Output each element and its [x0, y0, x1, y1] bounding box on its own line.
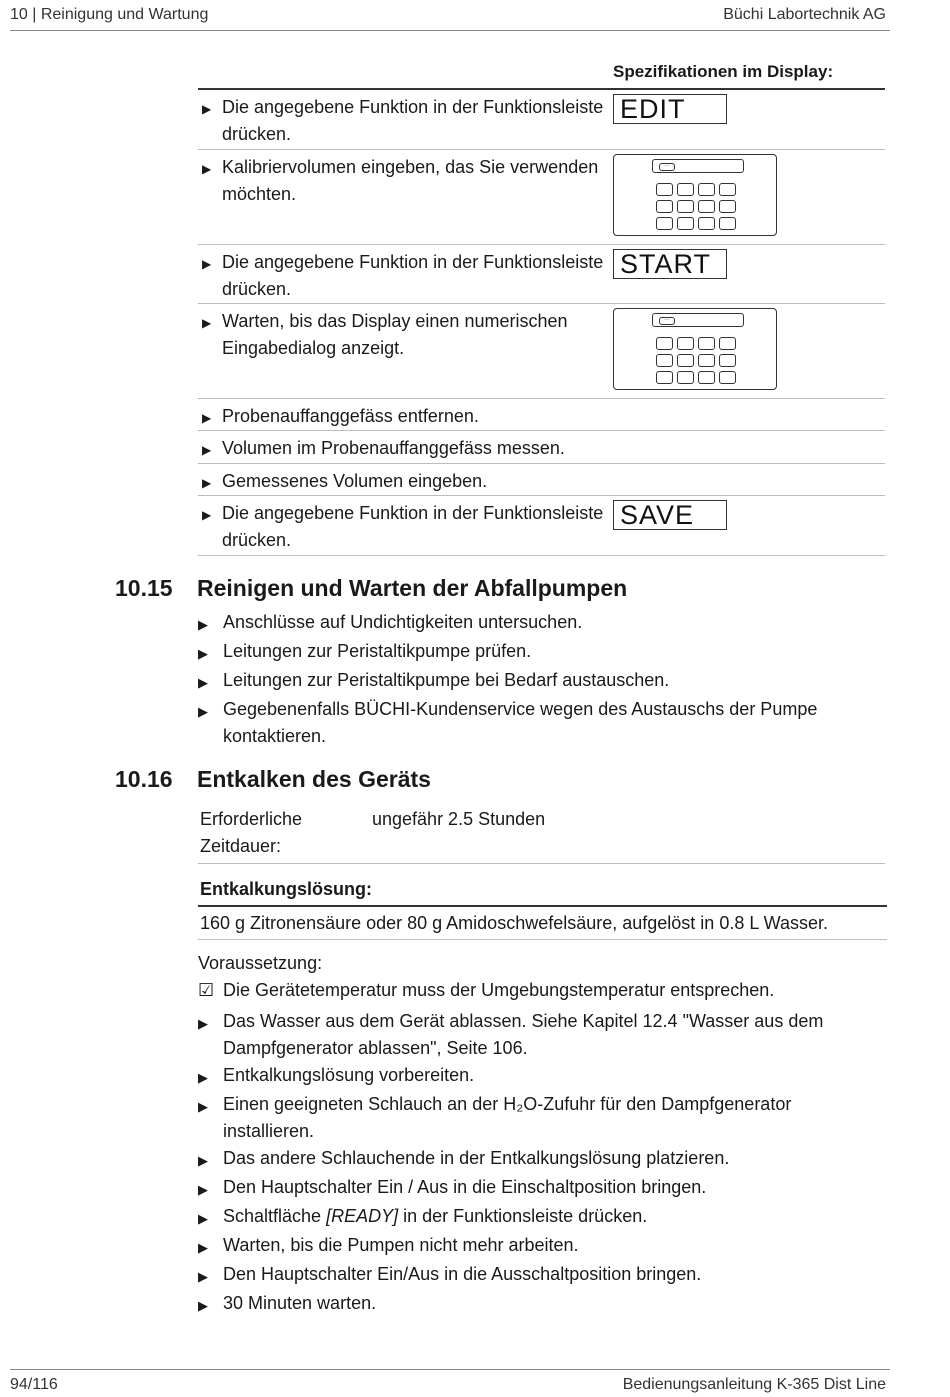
- list-item: ▶ 30 Minuten warten.: [198, 1290, 878, 1319]
- edit-function-label: EDIT: [613, 94, 727, 124]
- bullet-arrow-icon: ▶: [198, 1298, 208, 1313]
- bullet-arrow-icon: ▶: [198, 704, 208, 719]
- list-item: ▶ Entkalkungslösung vorbereiten.: [198, 1062, 878, 1091]
- list-item: ▶ Den Hauptschalter Ein / Aus in die Einschaltposition bringen.: [198, 1174, 878, 1203]
- checkbox-checked-icon: ☑: [198, 980, 215, 1000]
- step-text: Volumen im Probenauffanggefäss messen.: [222, 438, 565, 458]
- footer-rule: [10, 1369, 890, 1370]
- section-heading: [115, 575, 627, 602]
- bullet-arrow-icon: ▶: [198, 1016, 208, 1031]
- section-number: 10.16: [115, 766, 173, 792]
- step-row: [198, 245, 885, 304]
- list-item: ▶ Leitungen zur Peristaltikpumpe prüfen.: [198, 638, 878, 667]
- list-item: ▶ Warten, bis die Pumpen nicht mehr arbeiten.: [198, 1232, 878, 1261]
- bullet-arrow-icon: ▶: [198, 1099, 208, 1114]
- precondition-item: ☑ Die Gerätetemperatur muss der Umgebungstemperatur entsprechen.: [198, 977, 878, 1004]
- precondition-block: [198, 950, 878, 1004]
- section-title: Entkalken des Geräts: [197, 766, 431, 792]
- save-function-label: SAVE: [613, 500, 727, 530]
- step-arrow-icon: ▶: [202, 443, 212, 457]
- bullet-arrow-icon: ▶: [198, 1269, 208, 1284]
- keypad-icon: ···: [613, 308, 777, 390]
- step-text: Gemessenes Volumen eingeben.: [222, 471, 488, 491]
- step-row: [198, 90, 885, 150]
- keypad-icon: ···: [613, 154, 777, 236]
- bullet-arrow-icon: ▶: [198, 675, 208, 690]
- list-item: ▶ Das Wasser aus dem Gerät ablassen. Siehe Kapitel 12.4 "Wasser aus dem Dampfgenerator ablassen", Seite 106.: [198, 1008, 878, 1062]
- section-heading: [115, 766, 431, 793]
- header-left: 10 | Reinigung und Wartung: [10, 6, 209, 23]
- list-item: ▶ Das andere Schlauchende in der Entkalkungslösung platzieren.: [198, 1145, 878, 1174]
- step-row: [198, 431, 885, 464]
- solution-label: Entkalkungslösung:: [198, 876, 887, 907]
- step-arrow-icon: ▶: [202, 508, 212, 522]
- header-rule: [10, 30, 890, 31]
- step-arrow-icon: ▶: [202, 476, 212, 490]
- bullet-list: [198, 609, 878, 750]
- list-item: ▶ Schaltfläche [READY] in der Funktionsleiste drücken.: [198, 1203, 878, 1232]
- step-arrow-icon: ▶: [202, 316, 212, 330]
- bullet-arrow-icon: ▶: [198, 617, 208, 632]
- bullet-arrow-icon: ▶: [198, 1182, 208, 1197]
- header-right: Büchi Labortechnik AG: [723, 6, 886, 23]
- duration-row: [198, 806, 885, 864]
- bullet-arrow-icon: ▶: [198, 1240, 208, 1255]
- step-text: Probenauffanggefäss entfernen.: [222, 406, 479, 426]
- step-text: Die angegebene Funktion in der Funktionsleiste drücken.: [222, 252, 604, 299]
- duration-value: ungefähr 2.5 Stunden: [372, 809, 546, 829]
- duration-label: Erforderliche Zeitdauer:: [200, 809, 303, 856]
- bullet-arrow-icon: ▶: [198, 1153, 208, 1168]
- step-row: [198, 464, 885, 496]
- bullet-arrow-icon: ▶: [198, 646, 208, 661]
- page-number: 94/116: [10, 1376, 58, 1393]
- bullet-arrow-icon: ▶: [198, 1211, 208, 1226]
- list-item: ▶ Anschlüsse auf Undichtigkeiten untersuchen.: [198, 609, 878, 638]
- list-item: ▶ Gegebenenfalls BÜCHI-Kundenservice wegen des Austauschs der Pumpe kontaktieren.: [198, 696, 878, 750]
- bullet-list: [198, 1008, 878, 1319]
- ready-button-reference: [READY]: [326, 1206, 399, 1226]
- step-row: [198, 304, 885, 399]
- spec-title: Spezifikationen im Display:: [613, 62, 834, 81]
- list-item: ▶ Einen geeigneten Schlauch an der H₂O-Zufuhr für den Dampfgenerator installieren.: [198, 1091, 878, 1145]
- step-text: Die angegebene Funktion in der Funktionsleiste drücken.: [222, 503, 604, 550]
- step-row: [198, 399, 885, 431]
- list-item: ▶ Leitungen zur Peristaltikpumpe bei Bedarf austauschen.: [198, 667, 878, 696]
- list-item: ▶ Den Hauptschalter Ein/Aus in die Ausschaltposition bringen.: [198, 1261, 878, 1290]
- step-arrow-icon: ▶: [202, 257, 212, 271]
- step-text: Warten, bis das Display einen numerischen Eingabedialog anzeigt.: [222, 311, 568, 358]
- section-number: 10.15: [115, 575, 173, 601]
- step-row: [198, 496, 885, 556]
- step-arrow-icon: ▶: [202, 102, 212, 116]
- precondition-label: Voraussetzung:: [198, 953, 323, 973]
- step-text: Die angegebene Funktion in der Funktionsleiste drücken.: [222, 97, 604, 144]
- bullet-arrow-icon: ▶: [198, 1070, 208, 1085]
- step-arrow-icon: ▶: [202, 411, 212, 425]
- solution-value: 160 g Zitronensäure oder 80 g Amidoschwefelsäure, aufgelöst in 0.8 L Wasser.: [198, 910, 887, 940]
- footer-right: Bedienungsanleitung K-365 Dist Line: [622, 1376, 886, 1393]
- step-text: Kalibriervolumen eingeben, das Sie verwenden möchten.: [222, 157, 599, 204]
- step-arrow-icon: ▶: [202, 162, 212, 176]
- section-title: Reinigen und Warten der Abfallpumpen: [197, 575, 628, 601]
- start-function-label: START: [613, 249, 727, 279]
- step-row: [198, 150, 885, 245]
- steps-table: [198, 88, 885, 556]
